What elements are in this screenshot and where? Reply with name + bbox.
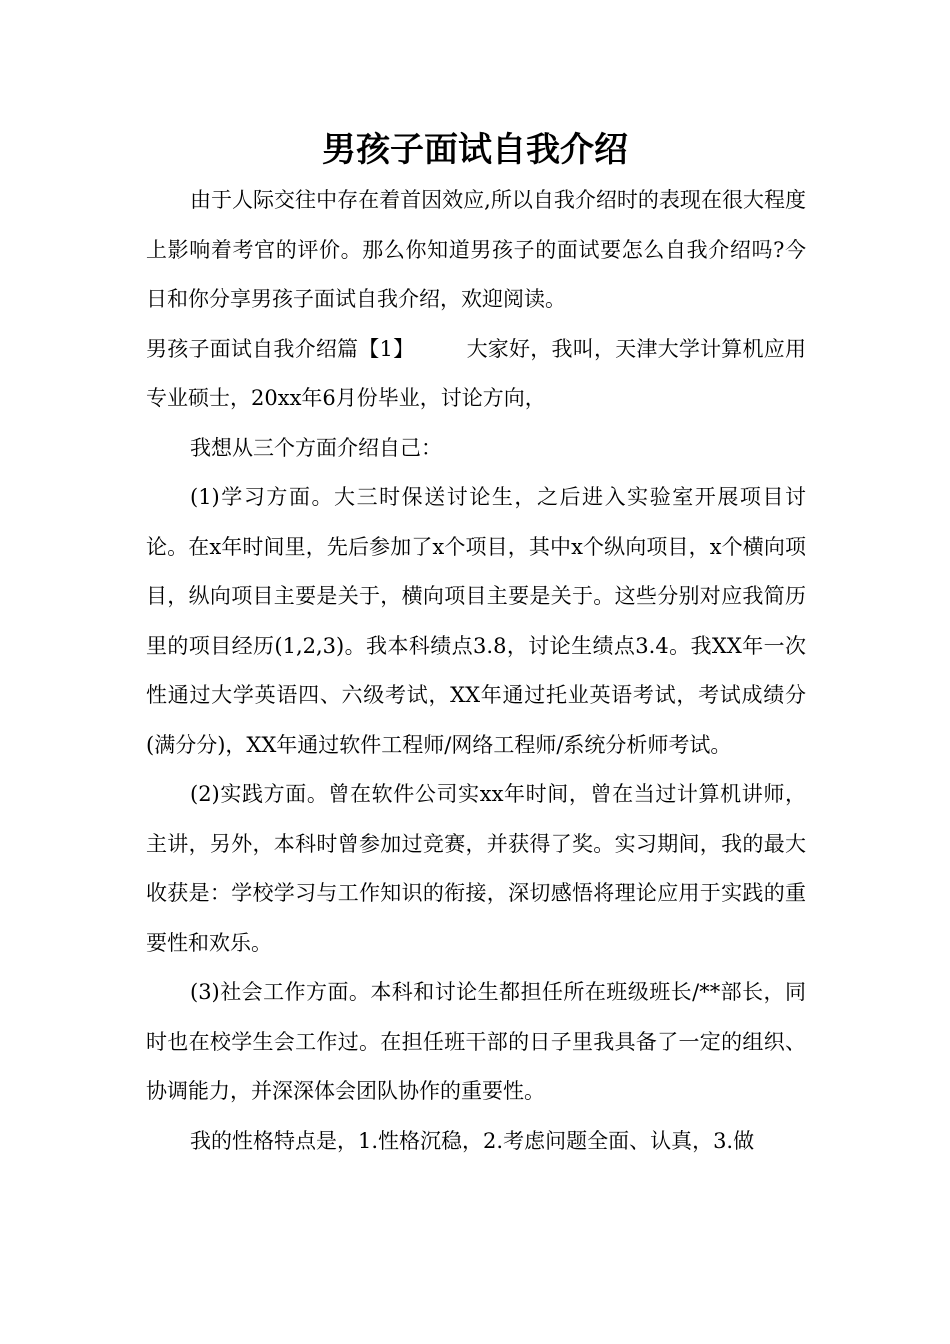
social-paragraph: (3)社会工作方面。本科和讨论生都担任所在班级班长/**部长，同时也在校学生会工作过。在担任班干部的日子里我具备了一定的组织、协调能力，并深深体会团队协作的重要性。 xyxy=(146,980,806,1103)
personality-paragraph: 我的性格特点是，1.性格沉稳，2.考虑问题全面、认真，3.做 xyxy=(190,1128,755,1153)
three-aspects-paragraph: 我想从三个方面介绍自己： xyxy=(190,435,442,460)
section-heading: 男孩子面试自我介绍篇【1】 xyxy=(146,336,415,361)
document-body xyxy=(146,176,806,1166)
section-opening: 大家好，我叫，天津大学计算机应用专业硕士，20xx年6月份毕业，讨论方向， xyxy=(146,336,806,410)
document-title: 男孩子面试自我介绍 xyxy=(322,130,628,170)
practice-paragraph: (2)实践方面。曾在软件公司实xx年时间，曾在当过计算机讲师，主讲，另外，本科时曾参加过竞赛，并获得了奖。实习期间，我的最大收获是：学校学习与工作知识的衔接，深切感悟将理论应用于实践的重要性和欢乐。 xyxy=(146,782,806,955)
section-paragraph xyxy=(146,325,806,424)
study-paragraph: (1)学习方面。大三时保送讨论生，之后进入实验室开展项目讨论。在x年时间里，先后参加了x个项目，其中x个纵向项目，x个横向项目，纵向项目主要是关于，横向项目主要是关于。这些分别对应我简历里的项目经历(1,2,3)。我本科绩点3.8，讨论生绩点3.4。我XX年一次性通过大学英语四、六级考试，XX年通过托业英语考试，考试成绩分(满分分)，XX年通过软件工程师/网络工程师/系统分析师考试。 xyxy=(146,485,806,757)
intro-paragraph: 由于人际交往中存在着首因效应,所以自我介绍时的表现在很大程度上影响着考官的评价。那么你知道男孩子的面试要怎么自我介绍吗?今日和你分享男孩子面试自我介绍，欢迎阅读。 xyxy=(146,188,806,311)
